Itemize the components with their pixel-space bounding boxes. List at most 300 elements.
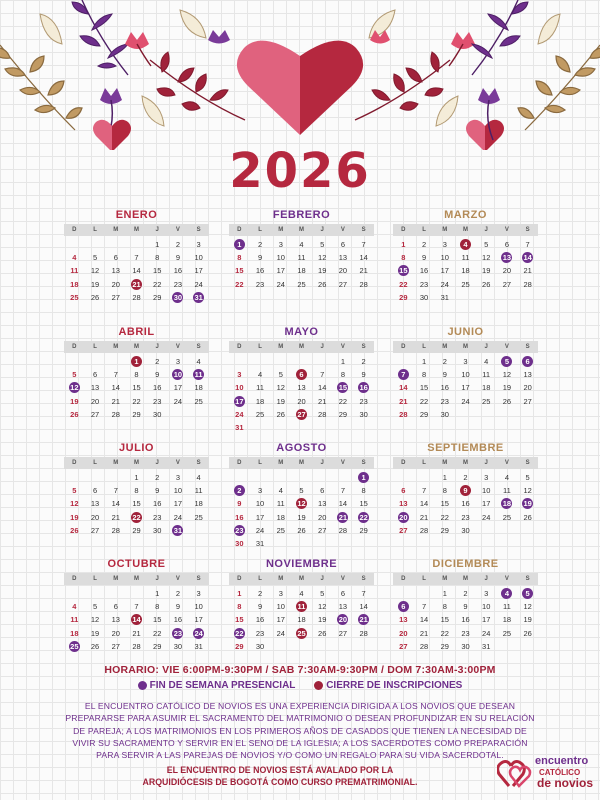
weekday-label: M — [442, 344, 448, 350]
day-cell: 13 — [318, 499, 327, 509]
day-cell: 10 — [482, 602, 491, 612]
day-cell: 17 — [440, 266, 449, 276]
day-cell: 19 — [318, 266, 327, 276]
day-cell: 25 — [502, 628, 512, 638]
day-cell: 27 — [338, 628, 348, 638]
month-junio — [393, 325, 538, 421]
weekday-label: S — [525, 576, 530, 582]
day-grid — [64, 471, 209, 537]
day-cell: 29 — [338, 409, 348, 419]
day-cell: 25 — [70, 641, 79, 651]
day-cell: 21 — [523, 266, 532, 276]
day-cell: 15 — [235, 266, 244, 276]
day-cell: 19 — [482, 266, 491, 276]
day-cell: 24 — [276, 628, 285, 638]
weekday-label: M — [462, 227, 468, 233]
day-cell: 23 — [255, 628, 265, 638]
day-grid — [64, 238, 209, 304]
day-cell: 1 — [340, 357, 345, 367]
weekday-label: L — [258, 460, 262, 466]
day-cell: 25 — [297, 628, 306, 638]
day-cell: 10 — [482, 486, 491, 496]
day-cell: 12 — [276, 383, 285, 393]
weekday-label: L — [422, 344, 426, 350]
day-cell: 7 — [113, 486, 118, 496]
weekday-header — [229, 573, 374, 585]
day-cell: 2 — [463, 473, 468, 483]
day-cell: 4 — [72, 602, 77, 612]
day-cell: 8 — [155, 602, 160, 612]
month-marzo — [393, 208, 538, 304]
day-cell: 29 — [359, 525, 368, 535]
day-cell: 13 — [338, 602, 348, 612]
day-cell: 30 — [153, 409, 162, 419]
day-cell: 16 — [173, 266, 183, 276]
endorsement-text — [120, 764, 440, 788]
weekday-header — [64, 457, 209, 469]
day-cell: 27 — [399, 525, 408, 535]
day-cell: 2 — [175, 589, 180, 599]
day-cell: 3 — [196, 589, 201, 599]
day-cell: 26 — [502, 396, 512, 406]
day-cell: 5 — [92, 253, 98, 263]
weekday-label: V — [175, 344, 180, 350]
day-cell: 10 — [461, 370, 470, 380]
day-cell: 7 — [134, 602, 139, 612]
day-cell: 27 — [90, 525, 100, 535]
weekday-label: J — [484, 576, 488, 582]
day-cell: 28 — [359, 279, 368, 289]
weekday-label: S — [361, 227, 366, 233]
logo-text-3: de novios — [537, 776, 594, 790]
weekday-header — [64, 224, 209, 236]
day-cell: 1 — [134, 473, 139, 483]
day-cell: 20 — [338, 615, 348, 625]
day-cell: 5 — [517, 587, 538, 600]
day-grid — [393, 355, 538, 421]
day-cell: 3 — [237, 370, 242, 380]
day-cell: 22 — [440, 628, 449, 638]
day-cell: 3 — [484, 473, 489, 483]
day-cell: 3 — [278, 240, 283, 250]
empty-cell — [105, 355, 126, 368]
empty-cell — [85, 587, 106, 600]
weekday-label: S — [196, 227, 201, 233]
day-cell: 16 — [255, 615, 265, 625]
day-cell: 14 — [359, 253, 368, 263]
weekday-label: L — [422, 227, 426, 233]
empty-cell — [393, 471, 414, 484]
weekday-label: V — [340, 460, 345, 466]
month-name: ABRIL — [118, 326, 155, 338]
day-cell: 27 — [111, 641, 120, 651]
weekday-label: M — [298, 344, 304, 350]
day-cell: 3 — [257, 486, 263, 496]
day-cell: 2 — [155, 357, 160, 367]
empty-cell — [333, 471, 354, 484]
weekday-label: J — [155, 576, 159, 582]
day-cell: 7 — [340, 486, 345, 496]
day-cell: 13 — [523, 370, 532, 380]
day-cell: 27 — [523, 396, 532, 406]
day-cell: 16 — [359, 383, 368, 393]
day-cell: 12 — [523, 486, 532, 496]
month-mayo — [229, 325, 374, 434]
weekday-label: L — [93, 227, 97, 233]
tulip-pink-right — [449, 32, 475, 66]
day-cell: 7 — [525, 240, 530, 250]
day-cell: 15 — [132, 383, 141, 393]
day-cell: 31 — [194, 292, 203, 302]
day-cell: 22 — [399, 279, 408, 289]
weekday-label: D — [72, 227, 77, 233]
day-cell: 8 — [361, 486, 366, 496]
weekday-label: M — [113, 460, 119, 466]
month-septiembre — [393, 441, 538, 537]
day-cell: 16 — [419, 266, 429, 276]
day-cell: 27 — [399, 641, 408, 651]
day-cell: 8 — [340, 370, 345, 380]
day-cell: 23 — [461, 628, 470, 638]
day-cell: 2 — [463, 589, 468, 599]
month-name: NOVIEMBRE — [265, 558, 338, 570]
day-cell: 17 — [194, 615, 203, 625]
empty-cell — [250, 355, 271, 368]
day-cell: 16 — [461, 499, 470, 509]
day-cell: 14 — [359, 602, 368, 612]
day-cell: 4 — [257, 370, 263, 380]
day-cell: 6 — [517, 355, 538, 368]
day-cell: 27 — [502, 279, 512, 289]
day-cell: 12 — [70, 499, 79, 509]
day-cell: 5 — [278, 370, 283, 380]
day-cell: 27 — [111, 292, 120, 302]
day-cell: 21 — [111, 512, 120, 522]
day-cell: 4 — [484, 357, 489, 367]
day-cell: 26 — [70, 409, 79, 419]
day-cell: 16 — [153, 499, 162, 509]
weekday-header — [393, 457, 538, 469]
weekday-label: S — [361, 460, 366, 466]
weekday-label: V — [504, 227, 509, 233]
day-cell: 9 — [257, 602, 263, 612]
tulip-pink-left — [125, 32, 151, 66]
day-cell: 18 — [70, 628, 79, 638]
empty-cell — [414, 471, 435, 484]
day-cell: 30 — [461, 525, 470, 535]
day-cell: 8 — [401, 253, 406, 263]
day-cell: 3 — [442, 240, 447, 250]
day-cell: 3 — [175, 357, 180, 367]
day-cell: 17 — [482, 615, 491, 625]
day-cell: 7 — [320, 370, 325, 380]
day-cell: 6 — [320, 486, 325, 496]
day-cell: 31 — [173, 525, 183, 535]
day-cell: 25 — [502, 512, 512, 522]
day-cell: 7 — [421, 602, 427, 612]
day-grid — [229, 355, 374, 434]
day-cell: 29 — [132, 525, 141, 535]
day-cell: 31 — [235, 423, 244, 433]
weekday-label: D — [237, 576, 242, 582]
schedule-text: HORARIO: VIE 6:00PM-9:30PM / SAB 7:30AM-9:30PM / DOM 7:30AM-3:00PM — [104, 664, 496, 676]
day-cell: 10 — [194, 602, 203, 612]
weekday-label: J — [155, 227, 159, 233]
weekday-label: V — [175, 576, 180, 582]
day-cell: 1 — [155, 240, 160, 250]
day-cell: 30 — [359, 409, 368, 419]
day-cell: 10 — [173, 486, 183, 496]
day-cell: 10 — [276, 602, 285, 612]
day-cell: 23 — [173, 628, 183, 638]
description-text: EL ENCUENTRO CATÓLICO DE NOVIOS ES UNA EXPERIENCIA DIRIGIDA A LOS NOVIOS QUE DESEAN PREPARARSE PARA ASUMIR EL SACRAMENTO DEL MATRIMONIO O DESEAN PROFUNDIZAR EN SU RELACIÓN DE PAREJA; A LOS MATRIMONIOS EN LOS PRIMEROS AÑOS DE CASADOS QUE TIENEN LA NECESIDAD DE VIVIR SU SACRAMENTO Y SERVIR EN EL SENO DE LA IGLESIA; A LOS SACERDOTES COMO PREPARACIÓN PARA SERVIR A LAS PAREJAS DE NOVIOS Y/O COMO UN REGALO PARA SU VIDA SACERDOTAL. — [65, 701, 535, 761]
day-cell: 13 — [297, 383, 306, 393]
weekday-label: J — [155, 460, 159, 466]
day-grid — [393, 587, 538, 653]
day-cell: 14 — [419, 615, 429, 625]
day-cell: 24 — [255, 525, 265, 535]
weekday-label: J — [484, 227, 488, 233]
day-cell: 28 — [399, 409, 408, 419]
day-cell: 28 — [419, 525, 429, 535]
day-cell: 25 — [482, 396, 491, 406]
month-name: MAYO — [284, 326, 319, 338]
day-cell: 16 — [461, 615, 470, 625]
weekday-label: M — [462, 344, 468, 350]
day-cell: 17 — [461, 383, 470, 393]
weekday-label: D — [72, 576, 77, 582]
day-cell: 14 — [132, 266, 141, 276]
empty-cell — [85, 355, 106, 368]
day-grid — [64, 587, 209, 653]
empty-cell — [270, 355, 291, 368]
day-cell: 24 — [173, 396, 183, 406]
day-cell: 30 — [419, 292, 429, 302]
day-cell: 18 — [70, 279, 79, 289]
weekday-label: M — [133, 460, 139, 466]
day-cell: 14 — [338, 499, 348, 509]
weekday-label: D — [401, 460, 406, 466]
day-cell: 19 — [523, 499, 532, 509]
weekday-label: J — [484, 460, 488, 466]
day-cell: 5 — [320, 240, 325, 250]
day-cell: 26 — [276, 409, 285, 419]
day-cell: 26 — [482, 279, 491, 289]
weekday-label: V — [175, 460, 180, 466]
day-cell: 11 — [256, 383, 264, 393]
weekday-header — [393, 341, 538, 353]
empty-cell — [64, 471, 85, 484]
weekday-label: M — [462, 576, 468, 582]
day-cell: 20 — [111, 628, 120, 638]
left-purple-branch — [72, 0, 128, 75]
day-cell: 7 — [113, 370, 118, 380]
day-cell: 15 — [338, 383, 348, 393]
day-cell: 10 — [440, 253, 449, 263]
day-cell: 8 — [134, 370, 139, 380]
floral-decoration — [0, 0, 600, 150]
day-cell: 11 — [194, 370, 203, 380]
day-cell: 14 — [111, 383, 120, 393]
day-cell: 11 — [503, 602, 511, 612]
day-cell: 21 — [399, 396, 408, 406]
day-cell: 29 — [440, 641, 449, 651]
day-cell: 19 — [297, 512, 306, 522]
day-cell: 19 — [90, 628, 100, 638]
day-cell: 20 — [399, 628, 408, 638]
day-cell: 15 — [419, 383, 429, 393]
legend — [0, 680, 600, 693]
weekday-label: M — [298, 576, 304, 582]
day-cell: 1 — [421, 357, 427, 367]
month-name: JULIO — [119, 442, 154, 454]
red-dot-icon — [314, 681, 323, 690]
day-cell: 31 — [482, 641, 491, 651]
day-cell: 2 — [257, 240, 263, 250]
day-cell: 21 — [111, 396, 120, 406]
empty-cell — [105, 238, 126, 251]
day-cell: 28 — [338, 525, 348, 535]
day-cell: 24 — [194, 628, 203, 638]
day-cell: 25 — [461, 279, 470, 289]
day-cell: 28 — [419, 641, 429, 651]
day-cell: 13 — [338, 253, 348, 263]
day-cell: 23 — [255, 279, 265, 289]
weekday-label: L — [93, 344, 97, 350]
day-cell: 27 — [338, 279, 348, 289]
day-cell: 5 — [299, 486, 304, 496]
weekday-header — [64, 341, 209, 353]
endorsement-line-1: EL ENCUENTRO DE NOVIOS ESTÁ AVALADO POR LA — [166, 765, 394, 775]
day-cell: 8 — [237, 602, 242, 612]
day-cell: 11 — [70, 615, 79, 625]
empty-cell — [85, 238, 106, 251]
day-cell: 4 — [497, 587, 518, 600]
day-cell: 1 — [126, 355, 147, 368]
day-cell: 10 — [194, 253, 203, 263]
day-cell: 21 — [359, 615, 368, 625]
day-cell: 13 — [502, 253, 512, 263]
day-cell: 25 — [276, 525, 285, 535]
day-cell: 2 — [229, 484, 250, 497]
day-grid — [393, 471, 538, 537]
day-cell: 22 — [153, 279, 162, 289]
weekday-label: D — [72, 460, 77, 466]
weekday-label: M — [133, 227, 139, 233]
legend-cierre-label: CIERRE DE INSCRIPCIONES — [326, 680, 463, 691]
day-cell: 22 — [132, 396, 141, 406]
day-cell: 31 — [194, 641, 203, 651]
day-cell: 21 — [132, 628, 141, 638]
day-cell: 6 — [340, 589, 345, 599]
day-cell: 30 — [173, 292, 183, 302]
day-cell: 18 — [297, 266, 306, 276]
day-cell: 15 — [399, 266, 408, 276]
day-cell: 1 — [353, 471, 374, 484]
day-cell: 1 — [155, 589, 160, 599]
day-cell: 11 — [297, 253, 306, 263]
weekday-label: S — [525, 344, 530, 350]
empty-cell — [229, 355, 250, 368]
day-cell: 7 — [393, 368, 414, 381]
day-cell: 25 — [70, 292, 79, 302]
day-cell: 17 — [482, 499, 491, 509]
month-abril — [64, 325, 209, 421]
day-cell: 17 — [276, 615, 285, 625]
endorsement-line-2: ARQUIDIÓCESIS DE BOGOTÁ COMO CURSO PREMATRIMONIAL. — [142, 777, 418, 787]
weekday-header — [64, 573, 209, 585]
day-cell: 5 — [484, 240, 489, 250]
day-cell: 28 — [359, 628, 368, 638]
weekday-label: S — [525, 227, 530, 233]
day-cell: 13 — [111, 266, 120, 276]
day-cell: 25 — [255, 409, 265, 419]
day-cell: 20 — [111, 279, 120, 289]
day-cell: 7 — [361, 589, 366, 599]
day-cell: 24 — [482, 512, 491, 522]
weekday-label: M — [113, 227, 119, 233]
day-cell: 16 — [235, 512, 244, 522]
day-cell: 10 — [255, 499, 265, 509]
day-cell: 23 — [440, 396, 449, 406]
day-cell: 21 — [318, 396, 327, 406]
day-cell: 17 — [255, 512, 265, 522]
day-cell: 4 — [455, 238, 476, 251]
logo — [495, 750, 600, 798]
day-cell: 5 — [92, 602, 98, 612]
day-cell: 3 — [484, 589, 489, 599]
day-cell: 1 — [401, 240, 406, 250]
day-cell: 19 — [276, 396, 285, 406]
month-agosto — [229, 441, 374, 550]
day-cell: 28 — [132, 292, 141, 302]
day-cell: 26 — [70, 525, 79, 535]
empty-cell — [291, 355, 312, 368]
weekday-label: J — [155, 344, 159, 350]
weekday-label: V — [504, 576, 509, 582]
day-cell: 12 — [482, 253, 491, 263]
day-cell: 20 — [399, 512, 408, 522]
day-cell: 4 — [299, 240, 304, 250]
day-cell: 6 — [92, 370, 98, 380]
empty-cell — [64, 355, 85, 368]
weekday-label: L — [93, 460, 97, 466]
day-cell: 15 — [132, 499, 141, 509]
day-cell: 27 — [90, 409, 100, 419]
weekday-label: M — [278, 227, 284, 233]
logo-text-1: encuentro — [535, 755, 589, 767]
day-cell: 3 — [463, 357, 468, 367]
day-cell: 17 — [173, 499, 183, 509]
weekday-label: J — [320, 227, 324, 233]
empty-cell — [64, 238, 85, 251]
month-name: JUNIO — [447, 326, 484, 338]
day-grid — [229, 238, 374, 291]
weekday-label: D — [237, 460, 242, 466]
day-cell: 26 — [318, 279, 327, 289]
day-cell: 5 — [320, 589, 325, 599]
day-cell: 9 — [257, 253, 263, 263]
day-cell: 18 — [482, 383, 491, 393]
day-cell: 18 — [502, 615, 512, 625]
day-cell: 23 — [153, 512, 162, 522]
day-cell: 16 — [440, 383, 449, 393]
day-cell: 7 — [421, 486, 427, 496]
day-cell: 26 — [318, 628, 327, 638]
day-cell: 20 — [502, 266, 512, 276]
empty-cell — [414, 587, 435, 600]
day-cell: 24 — [235, 409, 244, 419]
